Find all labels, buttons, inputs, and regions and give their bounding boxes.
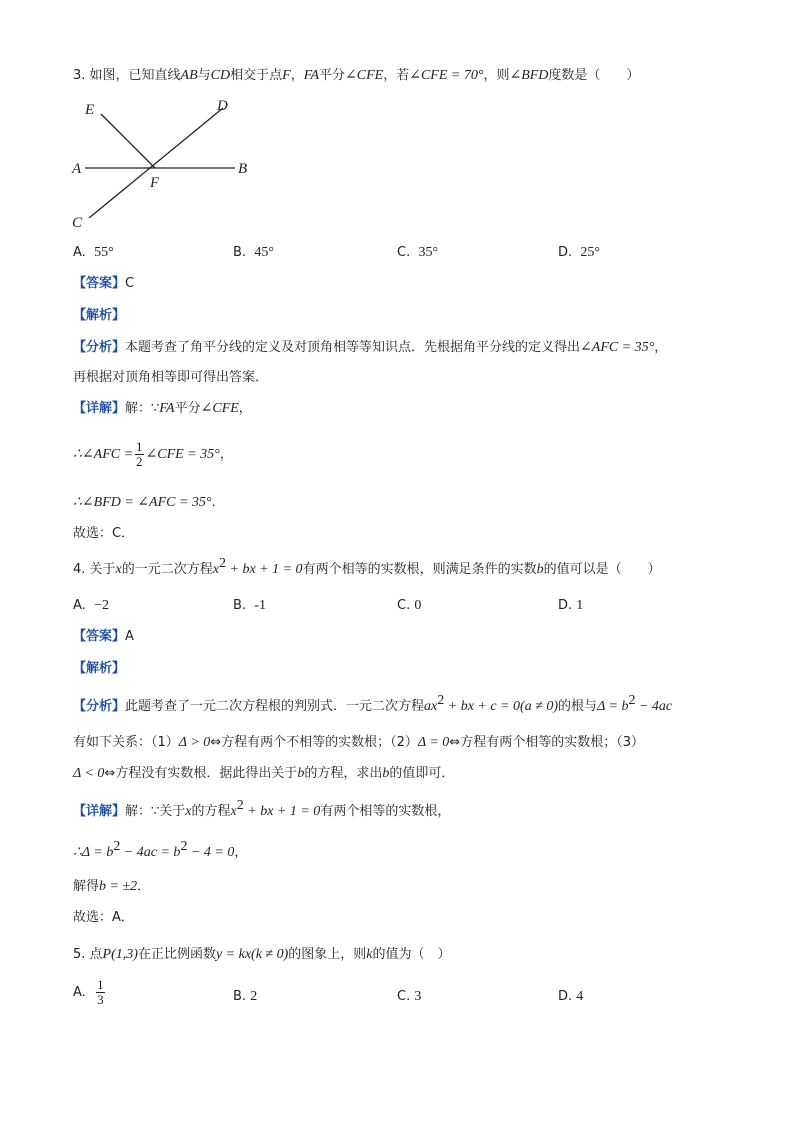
line-cd xyxy=(89,108,223,218)
q4-fenxi-2: 有如下关系：（1）Δ > 0⇔方程有两个不相等的实数根；（2）Δ = 0⇔方程有两个相等的实数根；（3） xyxy=(73,735,644,750)
q4-option-c[interactable]: C. 0 xyxy=(397,598,422,613)
q5-option-b[interactable]: B. 2 xyxy=(233,989,258,1004)
q3-step-2: ∴∠AFC = $\frac{1}{2}$ ∠CFE = 35°， xyxy=(73,439,233,469)
q3-step-3: ∴∠BFD = ∠AFC = 35°． xyxy=(73,495,225,510)
q3-stem: 3. 如图，已知直线AB与CD相交于点F，FA平分∠CFE，若∠CFE = 70°，则∠BFD度数是（ ） xyxy=(73,68,640,83)
q4-answer: 【答案】A xyxy=(73,629,134,644)
q4-option-d[interactable]: D. 1 xyxy=(558,598,584,613)
q3-jiexi: 【解析】 xyxy=(73,308,126,323)
q4-fenxi-3: Δ < 0⇔方程没有实数根．据此得出关于b的方程，求出b的值即可． xyxy=(73,766,455,781)
q3-option-c[interactable]: C. 35° xyxy=(397,245,439,260)
label-e: E xyxy=(85,102,95,118)
q4-step-3: 解得b = ±2． xyxy=(73,879,151,894)
q4-choose: 故选：A． xyxy=(73,910,134,925)
label-d: D xyxy=(217,98,228,114)
q3-figure xyxy=(65,92,285,232)
fraction-one-third: $\frac{1}{3}$ xyxy=(97,977,104,1007)
q4-option-a[interactable]: A. −2 xyxy=(73,598,109,613)
q5-option-c[interactable]: C. 3 xyxy=(397,989,422,1004)
label-b: B xyxy=(238,161,248,177)
label-f: F xyxy=(150,175,160,191)
q4-stem: 4. 关于x的一元二次方程$x^2$ + bx + 1 = 0有两个相等的实数根，则满足条件的实数b的值可以是（ ） xyxy=(73,556,661,577)
q3-xiangjie: 【详解】解：∵FA平分∠CFE， xyxy=(73,401,252,416)
q3-choose: 故选：C． xyxy=(73,526,135,541)
q4-step-2: ∴Δ = $b^2 - 4ac = b^2 - 4 = 0$， xyxy=(73,839,248,860)
q5-stem: 5. 点P(1,3)在正比例函数y = kx(k ≠ 0)的图象上，则k的值为（ ） xyxy=(73,947,451,962)
q3-option-b[interactable]: B. 45° xyxy=(233,245,274,260)
q4-fenxi: 【分析】此题考查了一元二次方程根的判别式．一元二次方程$ax^2$ + bx + c = 0(a ≠ 0)的根与$\Delta = b^2 - 4ac$ xyxy=(73,693,673,714)
q3-option-d[interactable]: D. 25° xyxy=(558,245,601,260)
label-c: C xyxy=(72,215,83,231)
label-a: A xyxy=(72,161,82,177)
q4-xiangjie: 【详解】解：∵关于x的方程$x^2$ + bx + 1 = 0有两个相等的实数根， xyxy=(73,798,451,819)
q4-jiexi: 【解析】 xyxy=(73,661,126,676)
q4-option-b[interactable]: B. -1 xyxy=(233,598,266,613)
q3-fenxi-2: 再根据对顶角相等即可得出答案． xyxy=(73,370,269,385)
q5-option-d[interactable]: D. 4 xyxy=(558,989,584,1004)
q3-fenxi: 【分析】本题考查了角平分线的定义及对顶角相等等知识点．先根据角平分线的定义得出∠AFC = 35°， xyxy=(73,340,668,355)
q3-option-a[interactable]: A. 55° xyxy=(73,245,114,260)
q5-option-a[interactable]: A. $\frac{1}{3}$ xyxy=(73,977,104,1007)
ray-fe xyxy=(101,114,155,168)
fraction-half: $\frac{1}{2}$ xyxy=(136,439,143,469)
q3-answer: 【答案】C xyxy=(73,276,135,291)
